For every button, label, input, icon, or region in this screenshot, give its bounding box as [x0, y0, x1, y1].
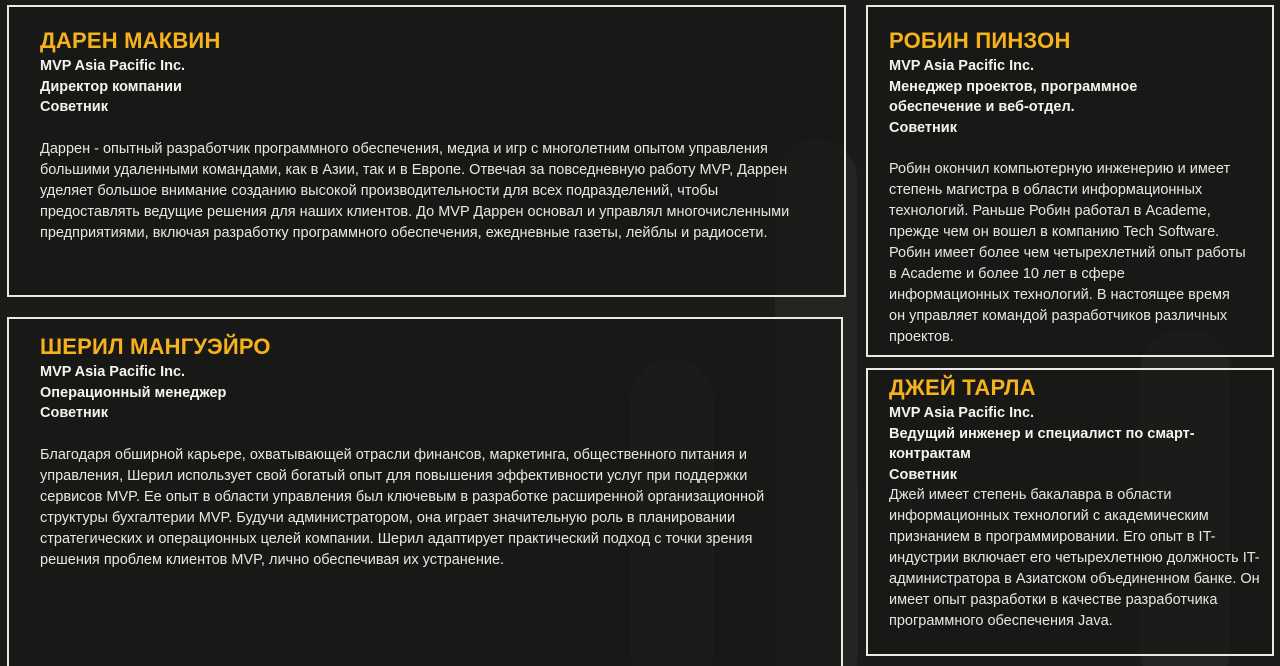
member-company: MVP Asia Pacific Inc.	[889, 58, 1035, 74]
member-name: ДЖЕЙ ТАРЛА	[889, 375, 1036, 400]
team-card-sheril	[7, 317, 843, 666]
member-name: ДАРЕН МАКВИН	[40, 28, 221, 53]
member-position: Операционный менеджер	[40, 384, 227, 401]
member-name: ШЕРИЛ МАНГУЭЙРО	[40, 334, 271, 359]
member-bio: Даррен - опытный разработчик программного обеспечения, медиа и игр с многолетним опытом управления большими удаленными командами, как в Азии, так и в Европе. Отвечая за повседневную работу MVP, Даррен уделяет большое внимание созданию высокой производительности для всех подразделений, чтобы предоставлять ведущие решения для наших клиентов. До MVP Даррен основал и управлял многочисленными предприятиями, включая разработку программного обеспечения, ежедневные газеты, лейблы и радиосети.	[40, 140, 790, 241]
member-position: Ведущий инженер и специалист по смарт-контрактам	[889, 425, 1195, 463]
member-name: РОБИН ПИНЗОН	[889, 28, 1071, 53]
member-position: Менеджер проектов, программное обеспечение и веб-отдел.	[889, 78, 1138, 116]
member-bio: Робин окончил компьютерную инженерию и имеет степень магистра в области информационных технологий. Раньше Робин работал в Academe, прежде чем он вошел в компанию Tech Software. Робин имеет более чем четырехлетний опыт работы в Academe и более 10 лет в сфере информационных технологий. В настоящее время он управляет командой разработчиков различных проектов.	[889, 161, 1246, 346]
team-card-robin	[866, 5, 1274, 357]
member-company: MVP Asia Pacific Inc.	[40, 364, 186, 380]
member-role: Советник	[889, 119, 957, 136]
member-company: MVP Asia Pacific Inc.	[40, 58, 186, 74]
team-card-daren	[7, 5, 846, 297]
member-company: MVP Asia Pacific Inc.	[889, 405, 1035, 421]
team-card-jay	[866, 368, 1274, 656]
member-bio: Благодаря обширной карьере, охватывающей отрасли финансов, маркетинга, общественного питания и управления, Шерил использует свой богатый опыт для повышения эффективности услуг при поддержки сервисов MVP. Ее опыт в области управления был ключевым в разработке расширенной организационной структуры бухгалтерии MVP. Будучи администратором, она играет значительную роль в планировании стратегических и операционных целей компании. Шерил адаптирует практический подход с точки зрения решения проблем клиентов MVP, лично обеспечивая их устранение.	[40, 446, 765, 568]
member-role: Советник	[889, 466, 957, 483]
member-bio: Джей имеет степень бакалавра в области информационных технологий с академическим признанием в программировании. Его опыт в IT-индустрии включает его четырехлетнюю должность IT-администратора в Азиатском объединенном банке. Он имеет опыт разработки в качестве разработчика программного обеспечения Java.	[889, 487, 1260, 630]
member-position: Директор компании	[40, 78, 182, 95]
member-role: Советник	[40, 405, 108, 422]
member-role: Советник	[40, 99, 108, 116]
